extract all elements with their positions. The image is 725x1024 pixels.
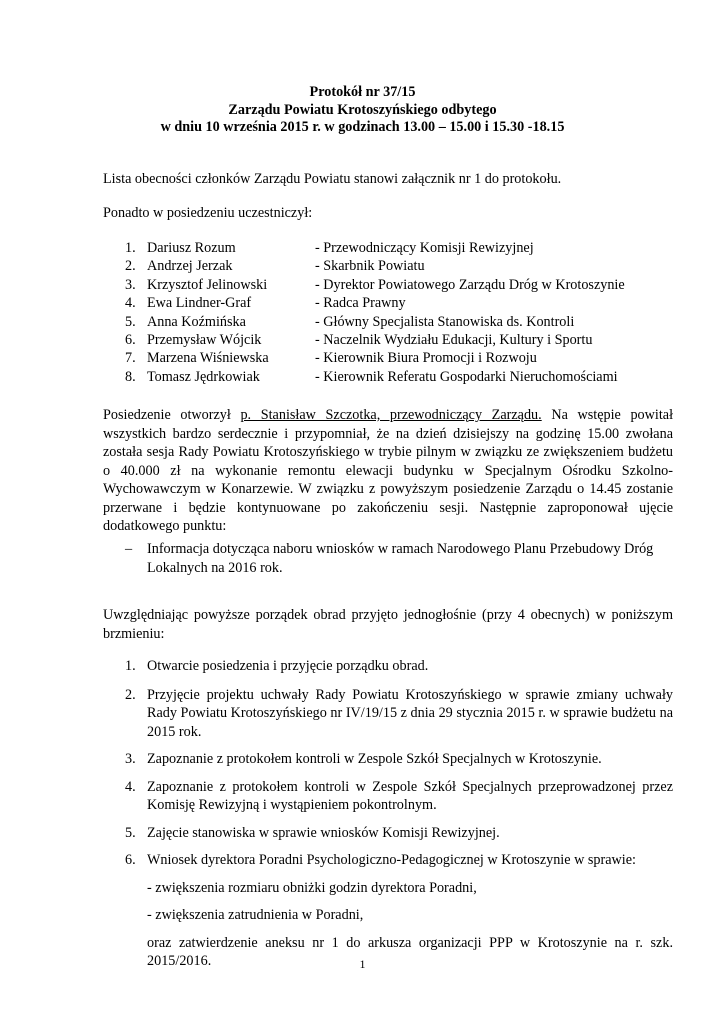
- participant-number: 7.: [125, 350, 136, 367]
- participant-name: Krzysztof Jelinowski: [147, 276, 268, 293]
- participant-row: [125, 257, 685, 275]
- participant-role: - Radca Prawny: [315, 295, 406, 312]
- participant-row: [125, 239, 685, 257]
- document-title: [0, 84, 725, 137]
- participant-role: - Naczelnik Wydziału Edukacji, Kultury i Sportu: [315, 331, 593, 348]
- participant-role: - Skarbnik Powiatu: [315, 258, 425, 275]
- extra-point-text: Informacja dotycząca naboru wniosków w ramach Narodowego Planu Przebudowy Dróg Lokalnych na 2016 rok.: [147, 541, 654, 576]
- participant-role: - Główny Specjalista Stanowiska ds. Kontroli: [315, 313, 575, 330]
- participant-row: [125, 368, 685, 386]
- participant-number: 8.: [125, 368, 136, 385]
- agenda-list: [125, 657, 673, 971]
- agenda-subitem: oraz zatwierdzenie aneksu nr 1 do arkusza organizacji PPP w Krotoszynie na r. szk. 2015/2016.: [147, 934, 673, 969]
- opening-text-before: Posiedzenie otworzył: [103, 407, 241, 423]
- page-number: 1: [359, 957, 366, 971]
- agenda-text: Wniosek dyrektora Poradni Psychologiczno-Pedagogicznej w Krotoszynie w sprawie:: [147, 852, 636, 868]
- agenda-item: [125, 686, 673, 742]
- agenda-intro: Uwzględniając powyższe porządek obrad przyjęto jednogłośnie (przy 4 obecnych) w poniższym brzmieniu:: [103, 607, 673, 642]
- opening-text-after: Na wstępie powitał wszystkich bardzo serdecznie i przypomniał, że na dzień dzisiejszy na godzinę 15.00 zwołana została sesja Rady Powiatu Krotoszyńskiego w trybie pilnym w związku ze zwiększeniem budżetu o 40.000 zł na wykonanie remontu elewacji budynku w Specjalnym Ośrodku Szkolno-Wychowawczym w Konarzewie. W związku z powyższym posiedzenie Zarządu o 14.45 zostanie przerwane i będzie kontynuowane po zakończeniu sesji. Następnie zaproponował ujęcie dodatkowego punktu:: [103, 407, 674, 534]
- participant-role: - Kierownik Referatu Gospodarki Nieruchomościami: [315, 368, 618, 385]
- participant-name: Marzena Wiśniewska: [147, 350, 269, 367]
- agenda-item: [125, 778, 673, 815]
- agenda-number: 1.: [125, 658, 136, 674]
- agenda-item: [125, 851, 673, 870]
- participant-name: Ewa Lindner-Graf: [147, 295, 252, 312]
- attendance-note: Lista obecności członków Zarządu Powiatu stanowi załącznik nr 1 do protokołu.: [103, 171, 562, 187]
- participant-role: - Kierownik Biura Promocji i Rozwoju: [315, 350, 537, 367]
- participant-number: 2.: [125, 258, 136, 275]
- agenda-text: Zapoznanie z protokołem kontroli w Zespole Szkół Specjalnych w Krotoszynie.: [147, 751, 602, 767]
- participant-name: Andrzej Jerzak: [147, 258, 233, 275]
- participant-number: 1.: [125, 240, 136, 256]
- agenda-subitem: - zwiększenia rozmiaru obniżki godzin dyrektora Poradni,: [147, 879, 477, 896]
- participant-number: 3.: [125, 276, 136, 293]
- participant-row: [125, 349, 685, 367]
- agenda-subitem: - zwiększenia zatrudnienia w Poradni,: [147, 907, 364, 923]
- agenda-number: 2.: [125, 686, 136, 703]
- participant-role: - Przewodniczący Komisji Rewizyjnej: [315, 240, 534, 256]
- agenda-text: Zapoznanie z protokołem kontroli w Zespole Szkół Specjalnych przeprowadzonej przez Komisję Rewizyjną i wystąpieniem pokontrolnym.: [147, 778, 673, 813]
- title-line-3: w dniu 10 września 2015 r. w godzinach 13.00 – 15.00 i 15.30 -18.15: [160, 119, 565, 135]
- participant-name: Tomasz Jędrkowiak: [147, 368, 260, 385]
- participant-name: Przemysław Wójcik: [147, 331, 262, 348]
- agenda-item: [125, 657, 673, 676]
- chairman-name: p. Stanisław Szczotka, przewodniczący Zarządu.: [240, 407, 542, 423]
- agenda-number: 4.: [125, 778, 136, 795]
- title-line-2: Zarządu Powiatu Krotoszyńskiego odbytego: [228, 101, 497, 118]
- participant-number: 5.: [125, 313, 136, 330]
- participant-row: [125, 331, 685, 349]
- agenda-item: [125, 824, 673, 843]
- participants-list: [125, 239, 685, 386]
- participant-name: Dariusz Rozum: [147, 240, 236, 256]
- opening-paragraph: [103, 406, 673, 536]
- participant-row: [125, 276, 685, 294]
- agenda-number: 3.: [125, 751, 136, 767]
- agenda-item: [125, 750, 673, 769]
- agenda-number: 6.: [125, 852, 136, 868]
- participants-intro: Ponadto w posiedzeniu uczestniczył:: [103, 205, 313, 221]
- agenda-text: Zajęcie stanowiska w sprawie wniosków Komisji Rewizyjnej.: [147, 824, 500, 841]
- agenda-number: 5.: [125, 824, 136, 841]
- participant-row: [125, 294, 685, 312]
- participant-role: - Dyrektor Powiatowego Zarządu Dróg w Krotoszynie: [315, 276, 625, 293]
- participant-name: Anna Koźmińska: [147, 313, 246, 330]
- participant-number: 4.: [125, 295, 136, 312]
- agenda-text: Otwarcie posiedzenia i przyjęcie porządku obrad.: [147, 658, 429, 674]
- participant-number: 6.: [125, 331, 136, 348]
- agenda-text: Przyjęcie projektu uchwały Rady Powiatu Krotoszyńskiego w sprawie zmiany uchwały Rady Powiatu Krotoszyńskiego nr IV/19/15 z dnia 29 stycznia 2015 r. w sprawie budżetu na 2015 rok.: [147, 686, 673, 740]
- participant-row: [125, 313, 685, 331]
- dash-bullet: –: [125, 541, 133, 557]
- title-line-1: Protokół nr 37/15: [309, 84, 416, 100]
